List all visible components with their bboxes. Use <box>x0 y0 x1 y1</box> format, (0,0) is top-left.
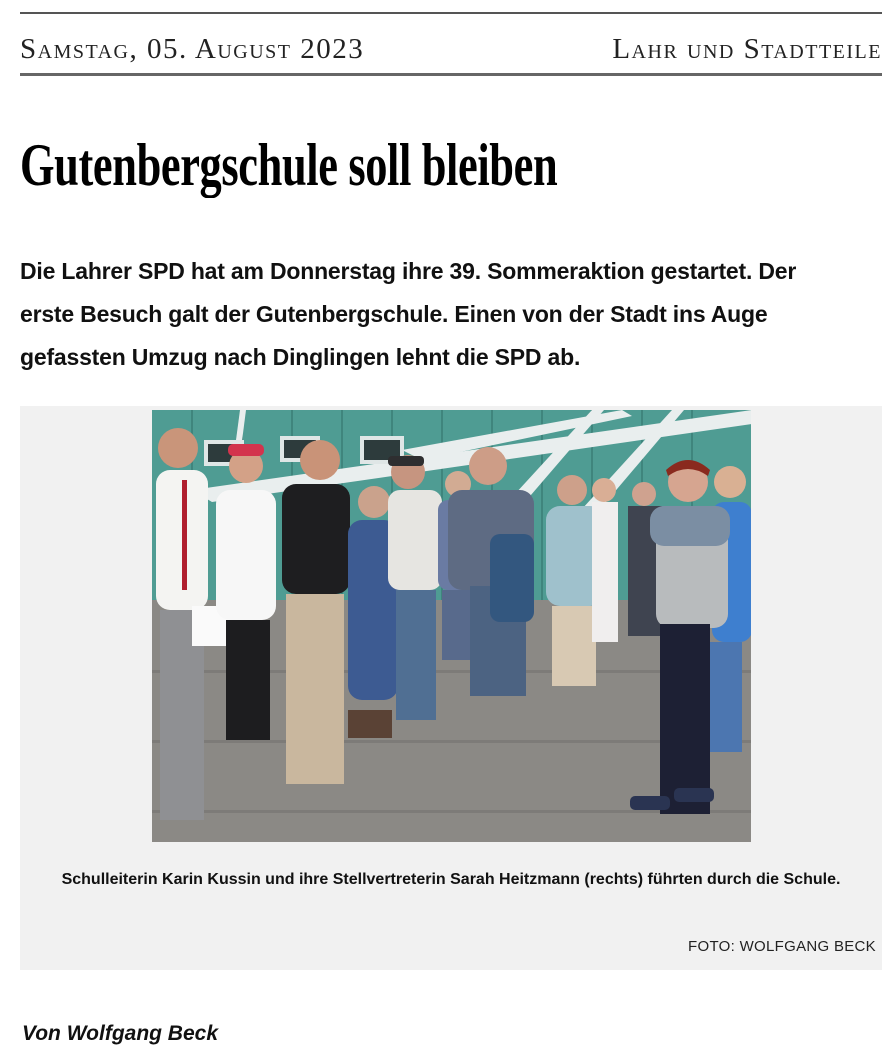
top-rule <box>20 12 882 14</box>
article-photo[interactable] <box>152 410 751 842</box>
author-byline: Von Wolfgang Beck <box>22 1022 219 1045</box>
issue-date: Samstag, 05. August 2023 <box>20 32 365 65</box>
group-photo-illustration <box>152 410 751 842</box>
masthead-rule <box>20 73 882 76</box>
article-lead: Die Lahrer SPD hat am Donnerstag ihre 39. Sommeraktion gestartet. Der erste Besuch galt der Gutenbergschule. Einen von der Stadt ins Auge gefassten Umzug nach Dinglingen lehnt die SPD ab. <box>20 258 797 370</box>
article-page <box>20 0 882 1049</box>
photo-credit: FOTO: WOLFGANG BECK <box>688 938 876 955</box>
section-name: Lahr und Stadtteile <box>612 32 882 65</box>
photo-caption: Schulleiterin Karin Kussin und ihre Stellvertreterin Sarah Heitzmann (rechts) führten durch die Schule. <box>61 871 841 888</box>
article-headline: Gutenbergschule soll bleiben <box>20 132 558 198</box>
article-figure <box>20 406 882 970</box>
masthead <box>20 30 882 68</box>
